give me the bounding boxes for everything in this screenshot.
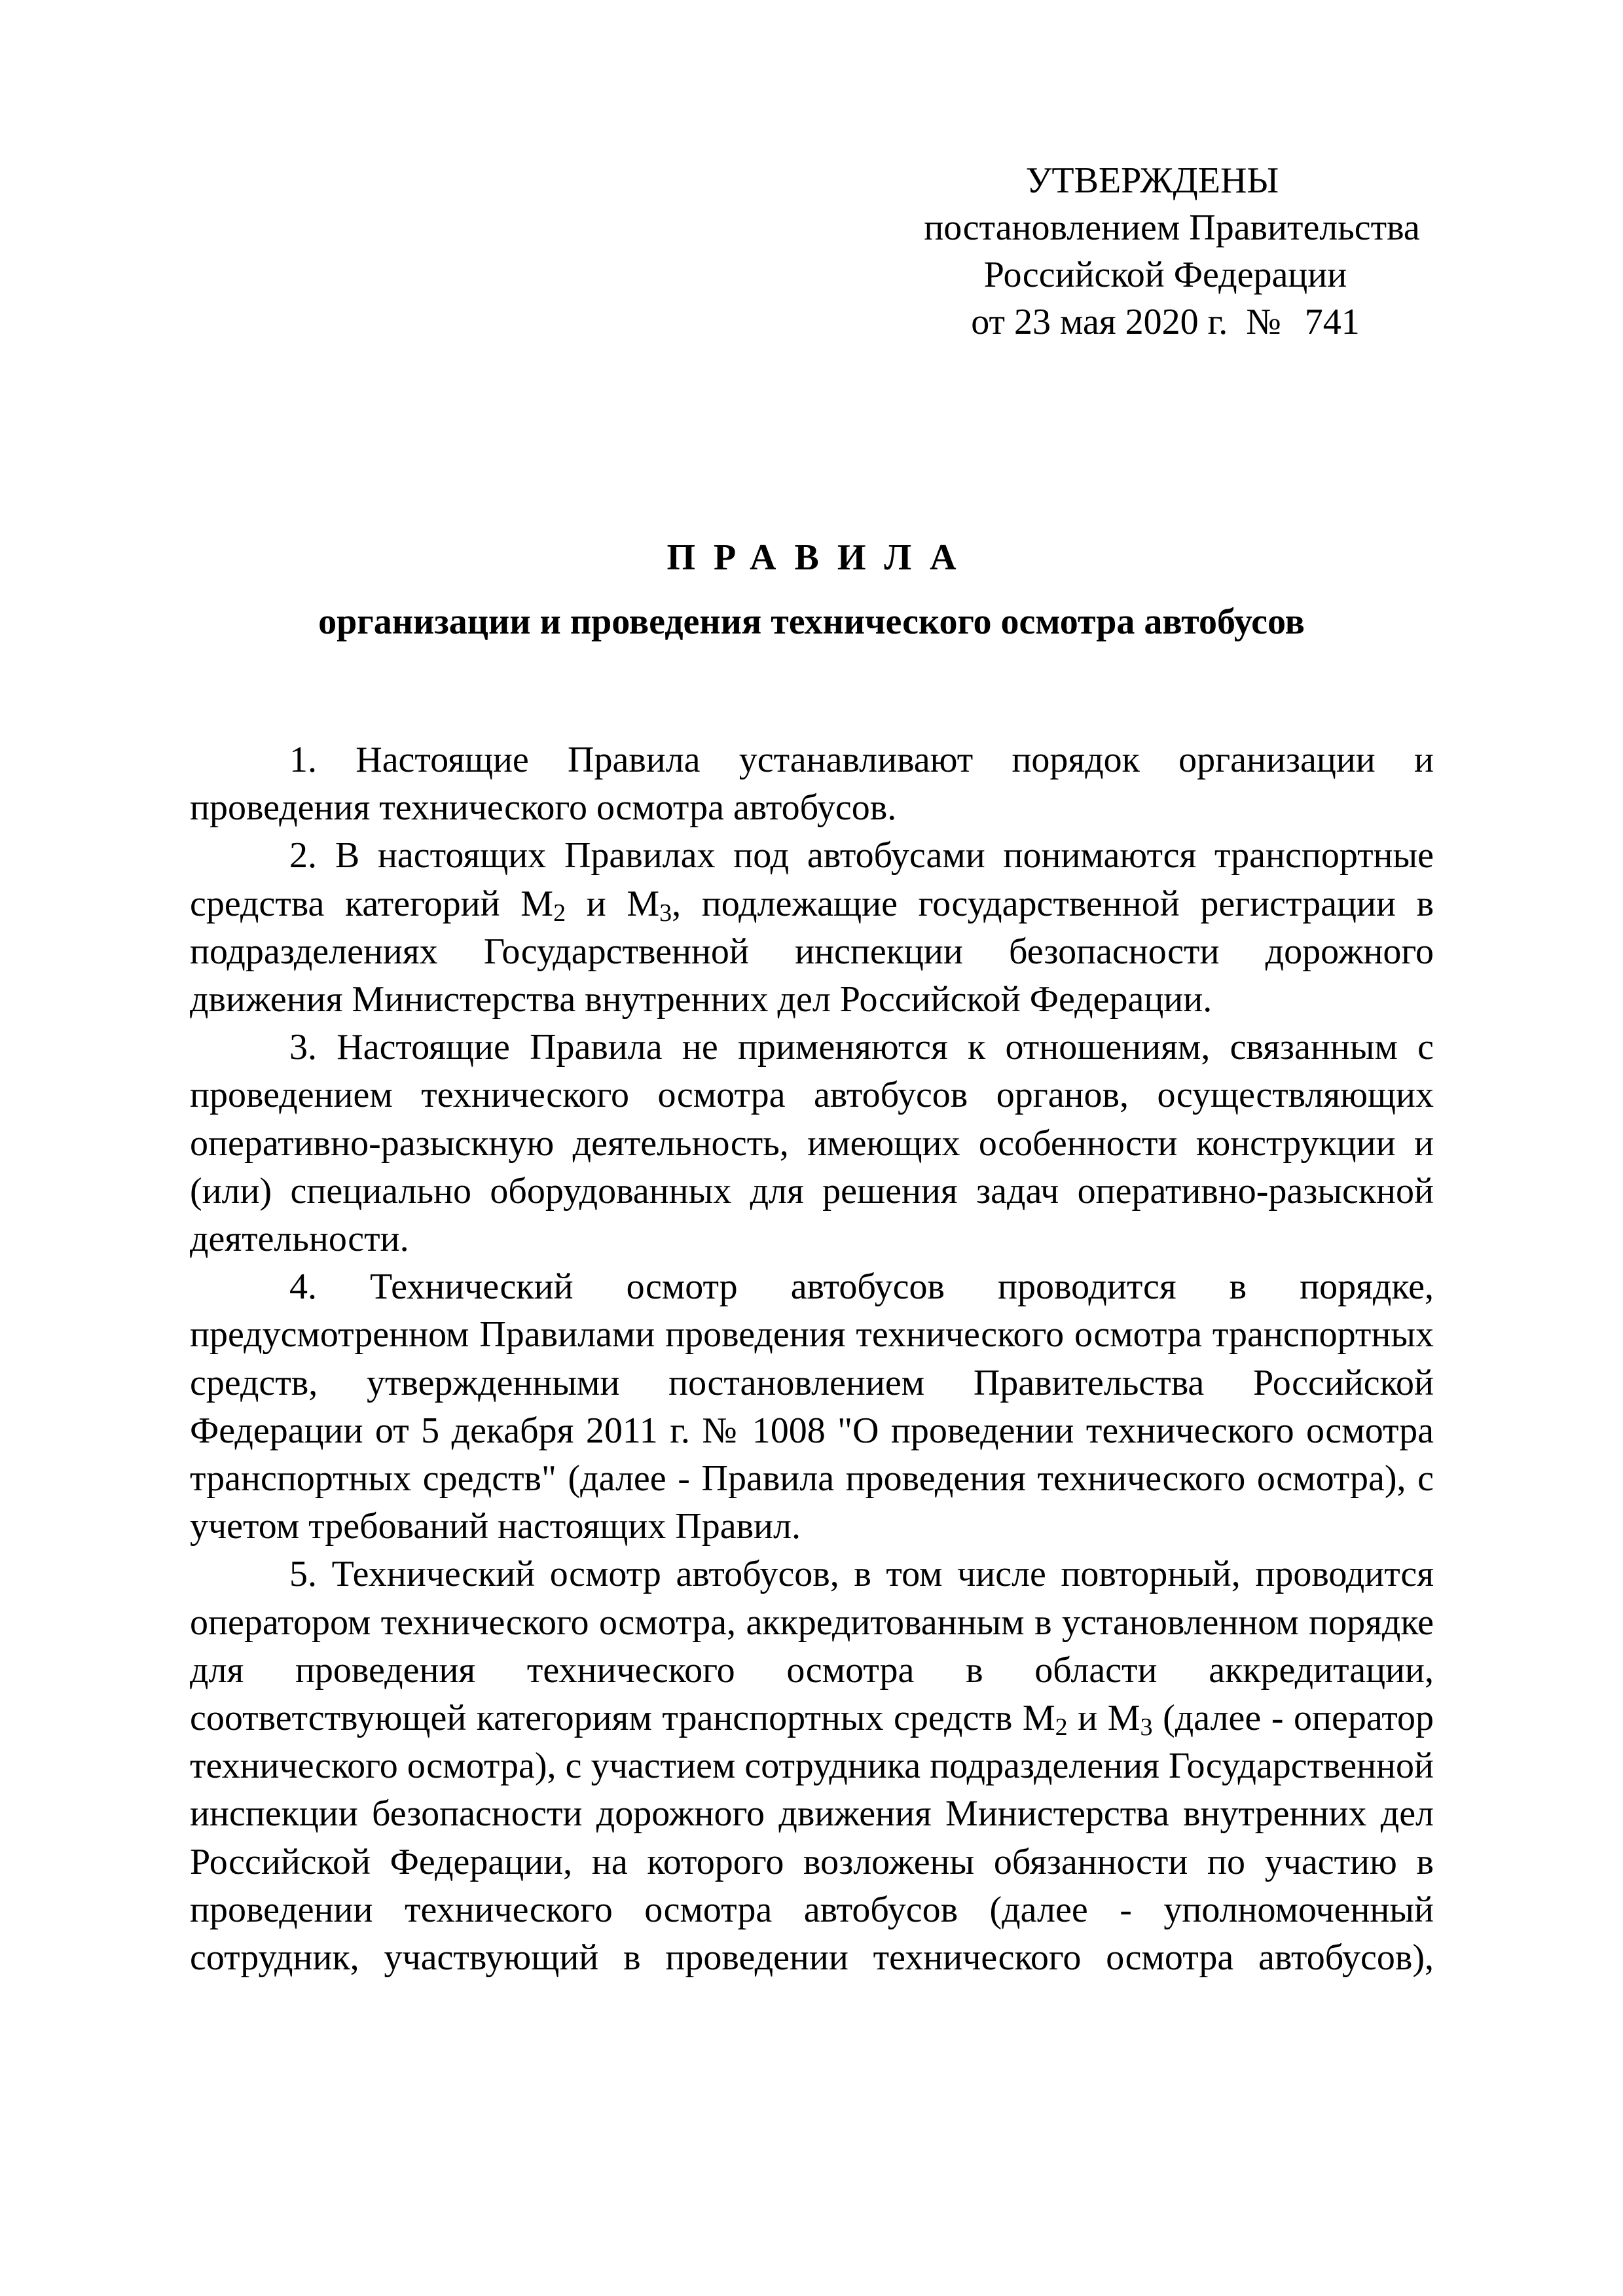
document-body	[190, 736, 1434, 1982]
paragraph-4	[190, 1263, 1434, 1551]
paragraph-5	[190, 1551, 1434, 1982]
paragraph-number: 2.	[289, 835, 317, 876]
paragraph-text: Настоящие Правила не применяются к отношениям, связанным с проведением технического осмотра автобусов органов, осуществляющих оперативно-разыскную деятельность, имеющих особенности конструкции и (или) специально оборудованных для решения задач оперативно-разыскной деятельности.	[190, 1027, 1434, 1260]
paragraph-text: Настоящие Правила устанавливают порядок организации и проведения технического осмотра автобусов.	[190, 740, 1434, 829]
paragraph-number: 1.	[289, 740, 317, 780]
paragraph-text: Технический осмотр автобусов, в том числе повторный, проводится оператором технического осмотра, аккредитованным в установленном порядке для проведения технического осмотра в области аккредитации, соответствующей категориям транспортных средств М	[190, 1554, 1434, 1739]
paragraph-text: , подлежащие государственной регистрации в подразделениях Государственной инспекции безопасности дорожного движения Министерства внутренних дел Российской Федерации.	[190, 883, 1434, 1020]
paragraph-3	[190, 1024, 1434, 1263]
paragraph-text: и М	[1067, 1698, 1140, 1739]
document-title: ПРАВИЛА	[666, 537, 975, 578]
subscript: 2	[1055, 1713, 1068, 1742]
paragraph-number: 5.	[289, 1554, 317, 1595]
subscript: 3	[659, 899, 672, 927]
paragraph-1	[190, 736, 1434, 832]
document-subtitle: организации и проведения технического осмотра автобусов	[318, 601, 1305, 642]
approval-stamp	[871, 157, 1460, 346]
paragraph-text: (далее - оператор технического осмотра), с участием сотрудника подразделения Государственной инспекции безопасности дорожного движения Министерства внутренних дел Российской Федерации, на которого возложены обязанности по участию в проведении технического осмотра автобусов (далее - уполномоченный сотрудник, участвующий в проведении технического осмотра автобусов),	[190, 1698, 1434, 1979]
paragraph-2	[190, 832, 1434, 1024]
approval-date: от 23 мая 2020 г.	[971, 302, 1228, 342]
approval-heading: УТВЕРЖДЕНЫ	[1025, 160, 1279, 201]
approval-number-sign: №	[1246, 302, 1281, 342]
approval-federation-line: Российской Федерации	[983, 255, 1347, 295]
paragraph-text: В настоящих Правилах под автобусами понимаются транспортные средства категорий М	[190, 835, 1434, 924]
approval-date-line	[871, 298, 1460, 346]
paragraph-number: 4.	[289, 1266, 317, 1308]
paragraph-number: 3.	[289, 1027, 317, 1068]
subscript: 3	[1140, 1713, 1153, 1742]
paragraph-text: и М	[566, 883, 660, 924]
subscript: 2	[553, 899, 566, 927]
paragraph-text: Технический осмотр автобусов проводится в порядке, предусмотренном Правилами проведения технического осмотра транспортных средств, утвержденными постановлением Правительства Российской Федерации от 5 декабря 2011 г. № 1008 "О проведении технического осмотра транспортных средств" (далее - Правила проведения технического осмотра), с учетом требований настоящих Правил.	[190, 1266, 1434, 1547]
approval-number: 741	[1304, 302, 1360, 342]
approval-decree-line: постановлением Правительства	[924, 207, 1420, 248]
